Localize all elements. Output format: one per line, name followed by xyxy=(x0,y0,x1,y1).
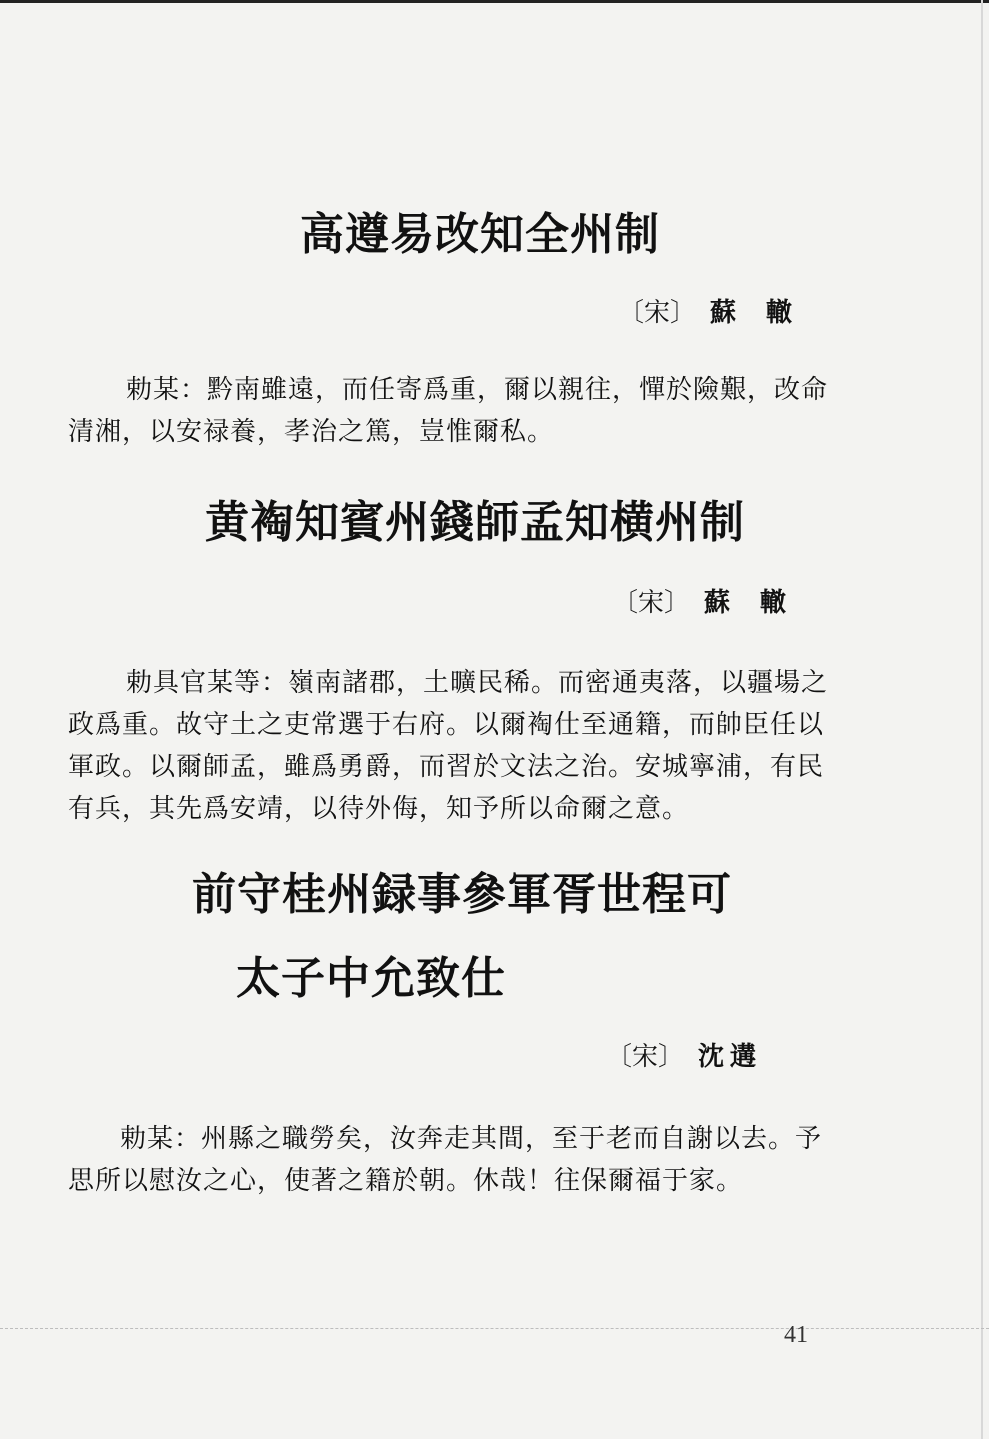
section-2-author xyxy=(612,582,816,619)
section-3-author xyxy=(606,1036,762,1073)
section-3-title-line-1: 前守桂州録事參軍胥世程可 xyxy=(192,869,732,920)
body-line: 有兵，其先爲安靖，以待外侮，知予所以命爾之意。 xyxy=(68,794,690,824)
body-line: 政爲重。故守土之吏常選于右府。以爾裪仕至通籍，而帥臣任以 xyxy=(68,710,825,740)
page-edge-shadow xyxy=(981,0,983,1439)
section-3-title-line-2: 太子中允致仕 xyxy=(236,953,506,1004)
section-1-title: 高遵易改知全州制 xyxy=(300,209,660,260)
section-2-author-name: 蘇轍 xyxy=(704,588,817,618)
body-line: 勅某：州縣之職勞矣，汝奔走其間，至于老而自謝以去。予 xyxy=(120,1124,823,1154)
section-2-body xyxy=(68,662,828,830)
page-number: 41 xyxy=(784,1322,808,1348)
body-line: 勅某：黔南雖遠，而任寄爲重，爾以親往，憚於險艱，改命 xyxy=(126,375,829,405)
top-border-rule xyxy=(0,0,989,3)
section-3-body xyxy=(68,1118,822,1202)
section-1-author-name: 蘇轍 xyxy=(710,298,823,328)
section-3-author-name: 沈遘 xyxy=(698,1042,763,1072)
section-2-author-dynasty: 〔宋〕 xyxy=(612,588,691,618)
section-2-title: 黄裪知賓州錢師孟知横州制 xyxy=(205,497,745,548)
section-1-author xyxy=(618,292,822,329)
section-1-author-dynasty: 〔宋〕 xyxy=(618,298,697,328)
bottom-divider xyxy=(0,1328,989,1330)
body-line: 思所以慰汝之心，使著之籍於朝。休哉！往保爾福于家。 xyxy=(68,1166,744,1196)
section-3-author-dynasty: 〔宋〕 xyxy=(606,1042,685,1072)
body-line: 清湘，以安禄養，孝治之篤，豈惟爾私。 xyxy=(68,417,555,447)
section-1-body xyxy=(68,369,828,453)
body-line: 勅具官某等：嶺南諸郡，土曠民稀。而密通夷落，以疆場之 xyxy=(126,668,829,698)
body-line: 軍政。以爾師孟，雖爲勇爵，而習於文法之治。安城寧浦，有民 xyxy=(68,752,825,782)
